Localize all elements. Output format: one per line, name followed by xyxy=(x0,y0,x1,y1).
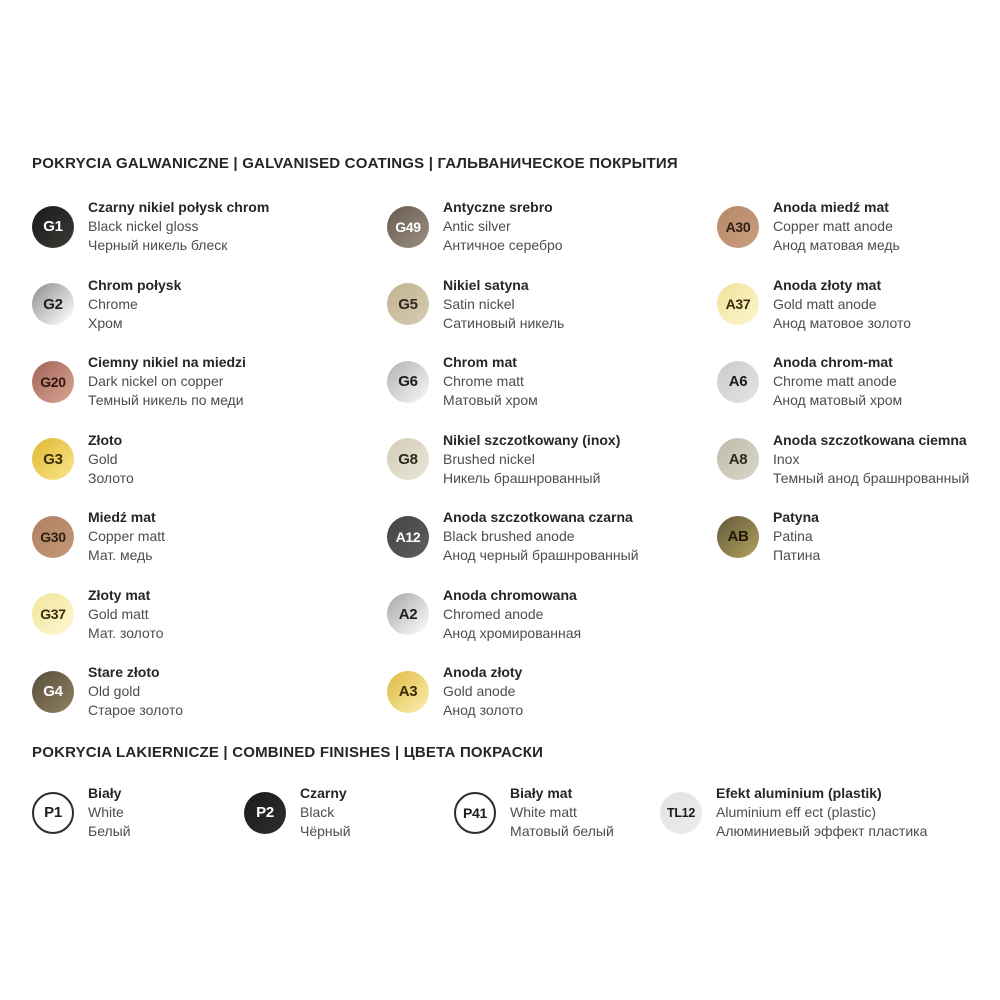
swatch-label-ru: Алюминиевый эффект пластика xyxy=(716,823,928,839)
swatch-labels-G2 xyxy=(88,276,181,333)
swatch-labels-G37 xyxy=(88,586,164,643)
swatch-labels-G3 xyxy=(88,431,134,488)
swatch-labels-A6 xyxy=(773,353,902,410)
swatch-label-pl: Chrom mat xyxy=(443,354,517,370)
swatch-badge-G4: G4 xyxy=(32,671,74,713)
galvanised-column-1 xyxy=(32,198,387,720)
swatch-labels-TL12 xyxy=(716,784,927,841)
swatch-G4 xyxy=(32,663,387,720)
swatch-labels-G49 xyxy=(443,198,563,255)
swatch-A6 xyxy=(717,353,1000,410)
swatch-label-en: Old gold xyxy=(88,683,141,699)
swatch-label-en: Satin nickel xyxy=(443,295,515,312)
swatch-badge-G1: G1 xyxy=(32,206,74,248)
galvanised-coatings-grid xyxy=(32,198,1000,720)
swatch-badge-A37: A37 xyxy=(717,283,759,325)
swatch-label-pl: Anoda szczotkowana czarna xyxy=(443,509,633,525)
swatch-label-ru: Мат. медь xyxy=(88,547,153,563)
swatch-label-pl: Anoda szczotkowana ciemna xyxy=(773,431,967,448)
swatch-label-en: Chrome matt anode xyxy=(773,373,897,389)
section-title-combined-finishes: POKRYCIA LAKIERNICZE | COMBINED FINISHES | ЦВЕТА ПОКРАСКИ xyxy=(32,744,544,761)
swatch-label-en: Chrome matt xyxy=(443,373,524,389)
swatch-label-pl: Chrom połysk xyxy=(88,276,182,293)
swatch-label-en: Black brushed anode xyxy=(443,528,575,544)
swatch-label-ru: Анод матовое золото xyxy=(773,314,912,331)
swatch-label-pl: Biały xyxy=(88,785,122,801)
swatch-label-ru: Античное серебро xyxy=(443,237,563,253)
swatch-label-ru: Темный никель по меди xyxy=(88,392,244,408)
swatch-label-ru: Патина xyxy=(773,547,821,563)
swatch-label-ru: Золото xyxy=(88,469,134,486)
swatch-label-en: Dark nickel on copper xyxy=(88,373,224,389)
swatch-G20 xyxy=(32,353,387,410)
swatch-label-ru: Старое золото xyxy=(88,702,183,718)
swatch-label-ru: Анод матовый хром xyxy=(773,392,903,408)
swatch-badge-G5: G5 xyxy=(387,283,429,325)
swatch-label-pl: Anoda chromowana xyxy=(443,586,577,603)
swatch-G3 xyxy=(32,431,387,488)
swatch-label-pl: Miedź mat xyxy=(88,509,156,525)
swatch-labels-G8 xyxy=(443,431,620,488)
swatch-label-en: Gold xyxy=(88,450,118,467)
swatch-badge-G3: G3 xyxy=(32,438,74,480)
swatch-P1 xyxy=(32,784,244,841)
swatch-labels-P1 xyxy=(88,784,131,841)
swatch-badge-P2: P2 xyxy=(244,792,286,834)
swatch-label-ru: Анод матовая медь xyxy=(773,237,900,253)
swatch-label-pl: Złoty mat xyxy=(88,586,151,603)
swatch-badge-G49: G49 xyxy=(387,206,429,248)
swatch-label-ru: Матовый хром xyxy=(443,392,538,408)
swatch-label-pl: Stare złoto xyxy=(88,664,160,680)
swatch-label-pl: Nikiel szczotkowany (inox) xyxy=(443,431,621,448)
swatch-label-pl: Czarny nikiel połysk chrom xyxy=(88,199,270,215)
swatch-badge-P1: P1 xyxy=(32,792,74,834)
swatch-badge-G30: G30 xyxy=(32,516,74,558)
swatch-label-en: Gold matt xyxy=(88,605,149,622)
combined-finishes-grid xyxy=(32,784,927,841)
swatch-G49 xyxy=(387,198,717,255)
swatch-G1 xyxy=(32,198,387,255)
swatch-G8 xyxy=(387,431,717,488)
swatch-badge-G20: G20 xyxy=(32,361,74,403)
swatch-badge-G6: G6 xyxy=(387,361,429,403)
swatch-labels-A8 xyxy=(773,431,969,488)
swatch-A37 xyxy=(717,276,1000,333)
swatch-label-ru: Чёрный xyxy=(300,823,351,839)
swatch-label-en: Black nickel gloss xyxy=(88,218,199,234)
swatch-G30 xyxy=(32,508,387,565)
swatch-labels-P2 xyxy=(300,784,351,841)
swatch-label-pl: Patyna xyxy=(773,509,819,525)
swatch-labels-AB xyxy=(773,508,820,565)
swatch-label-ru: Анод золото xyxy=(443,702,524,718)
swatch-labels-G30 xyxy=(88,508,165,565)
swatch-labels-A3 xyxy=(443,663,523,720)
section-title-galvanised-coatings: POKRYCIA GALWANICZNE | GALVANISED COATINGS | ГАЛЬВАНИЧЕСКОЕ ПОКРЫТИЯ xyxy=(32,155,678,172)
swatch-label-ru: Белый xyxy=(88,823,131,839)
swatch-label-ru: Никель брашнрованный xyxy=(443,469,601,486)
swatch-labels-P41 xyxy=(510,784,614,841)
swatch-label-ru: Анод черный брашнрованный xyxy=(443,547,639,563)
swatch-TL12 xyxy=(660,784,927,841)
swatch-A8 xyxy=(717,431,1000,488)
swatch-badge-A12: A12 xyxy=(387,516,429,558)
swatch-labels-G20 xyxy=(88,353,246,410)
swatch-badge-A2: A2 xyxy=(387,593,429,635)
swatch-label-pl: Antyczne srebro xyxy=(443,199,553,215)
swatch-P41 xyxy=(454,784,660,841)
swatch-label-pl: Efekt aluminium (plastik) xyxy=(716,785,882,801)
swatch-label-en: Aluminium eff ect (plastic) xyxy=(716,804,877,820)
swatch-label-en: Inox xyxy=(773,450,800,467)
swatch-badge-TL12: TL12 xyxy=(660,792,702,834)
swatch-label-pl: Anoda złoty xyxy=(443,664,523,680)
swatch-A30 xyxy=(717,198,1000,255)
swatch-badge-G8: G8 xyxy=(387,438,429,480)
swatch-label-en: Black xyxy=(300,804,335,820)
swatch-label-ru: Темный анод брашнрованный xyxy=(773,469,970,486)
swatch-labels-G4 xyxy=(88,663,183,720)
swatch-label-ru: Матовый белый xyxy=(510,823,614,839)
swatch-label-ru: Черный никель блеск xyxy=(88,237,228,253)
swatch-label-en: Brushed nickel xyxy=(443,450,535,467)
swatch-labels-G6 xyxy=(443,353,538,410)
swatch-G2 xyxy=(32,276,387,333)
swatch-label-en: Gold anode xyxy=(443,683,516,699)
swatch-label-en: Patina xyxy=(773,528,813,544)
swatch-label-pl: Ciemny nikiel na miedzi xyxy=(88,354,246,370)
swatch-labels-A30 xyxy=(773,198,900,255)
swatch-G37 xyxy=(32,586,387,643)
swatch-A2 xyxy=(387,586,717,643)
swatch-label-pl: Nikiel satyna xyxy=(443,276,529,293)
swatch-label-en: Chromed anode xyxy=(443,605,544,622)
swatch-P2 xyxy=(244,784,454,841)
swatch-badge-AB: AB xyxy=(717,516,759,558)
swatch-label-en: Copper matt anode xyxy=(773,218,893,234)
swatch-badge-P41: P41 xyxy=(454,792,496,834)
swatch-badge-A30: A30 xyxy=(717,206,759,248)
swatch-label-pl: Złoto xyxy=(88,431,123,448)
swatch-badge-A8: A8 xyxy=(717,438,759,480)
swatch-badge-A3: A3 xyxy=(387,671,429,713)
swatch-AB xyxy=(717,508,1000,565)
swatch-G5 xyxy=(387,276,717,333)
swatch-label-pl: Anoda chrom-mat xyxy=(773,354,893,370)
swatch-label-ru: Анод хромированная xyxy=(443,624,582,641)
swatch-label-pl: Anoda miedź mat xyxy=(773,199,889,215)
swatch-label-ru: Сатиновый никель xyxy=(443,314,565,331)
swatch-label-ru: Мат. золото xyxy=(88,624,164,641)
swatch-labels-G5 xyxy=(443,276,564,333)
swatch-label-ru: Хром xyxy=(88,314,123,331)
swatch-G6 xyxy=(387,353,717,410)
swatch-badge-G2: G2 xyxy=(32,283,74,325)
swatch-label-pl: Biały mat xyxy=(510,785,573,801)
galvanised-column-3 xyxy=(717,198,1000,720)
swatch-label-en: Gold matt anode xyxy=(773,295,877,312)
swatch-labels-A12 xyxy=(443,508,639,565)
swatch-label-en: Chrome xyxy=(88,295,138,312)
galvanised-column-2 xyxy=(387,198,717,720)
swatch-label-pl: Anoda złoty mat xyxy=(773,276,882,293)
swatch-labels-A37 xyxy=(773,276,911,333)
swatch-label-pl: Czarny xyxy=(300,785,347,801)
swatch-badge-A6: A6 xyxy=(717,361,759,403)
swatch-labels-G1 xyxy=(88,198,269,255)
swatch-A12 xyxy=(387,508,717,565)
swatch-A3 xyxy=(387,663,717,720)
swatch-badge-G37: G37 xyxy=(32,593,74,635)
swatch-label-en: White matt xyxy=(510,804,577,820)
swatch-label-en: Antic silver xyxy=(443,218,511,234)
swatch-label-en: Copper matt xyxy=(88,528,166,544)
swatch-label-en: White xyxy=(88,804,124,820)
swatch-labels-A2 xyxy=(443,586,581,643)
